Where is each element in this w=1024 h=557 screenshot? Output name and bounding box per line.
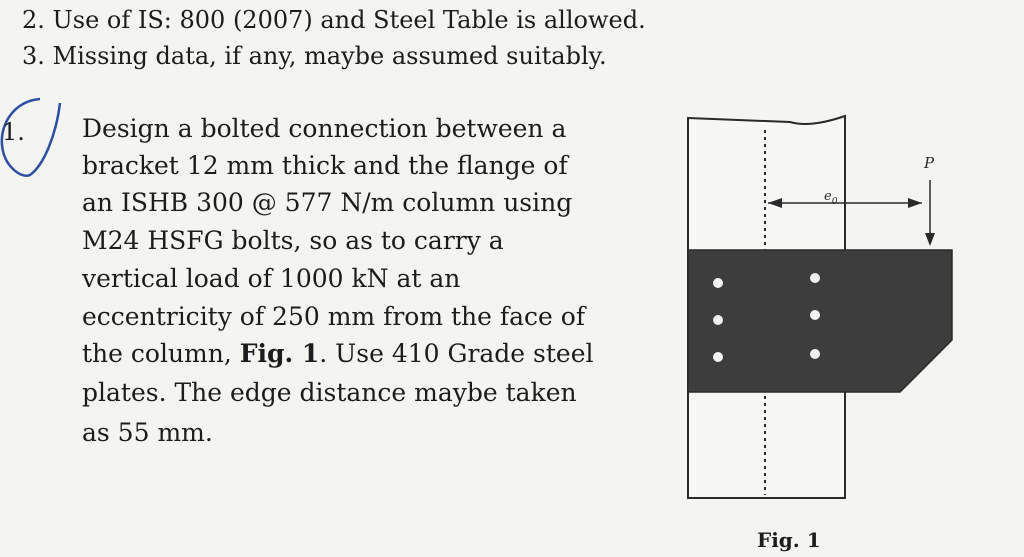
bolt [713,352,723,362]
question-line: vertical load of 1000 kN at an [82,264,461,293]
question-line-part: . Use 410 Grade steel [319,339,594,368]
question-line: Design a bolted connection between a [82,114,567,143]
bolt [713,278,723,288]
instruction-line-2: 2. Use of IS: 800 (2007) and Steel Table is allowed. [22,6,646,34]
ecc-subscript: 0 [831,197,838,207]
question-line: as 55 mm. [82,418,213,447]
bracket-plate [688,250,952,392]
bolt [810,349,820,359]
question-line-part: the column, [82,339,232,368]
question-line: M24 HSFG bolts, so as to carry a [82,226,504,255]
ecc-symbol: e [824,189,832,204]
question-line: eccentricity of 250 mm from the face of [82,302,586,331]
bolt [810,273,820,283]
question-line: plates. The edge distance maybe taken [82,378,577,407]
question-number: 1. [2,118,25,146]
instruction-line-3: 3. Missing data, if any, maybe assumed suitably. [22,42,607,70]
figure-caption: Fig. 1 [757,528,821,552]
question-line [82,341,594,366]
question-line: an ISHB 300 @ 577 N/m column using [82,188,573,217]
bolt [810,310,820,320]
bracket-figure [660,100,980,520]
load-label: P [924,154,935,172]
arrow-right [908,198,922,208]
load-arrowhead [925,233,935,246]
figure-reference: Fig. 1 [239,339,320,368]
question-line: bracket 12 mm thick and the flange of [82,151,568,180]
bolt [713,315,723,325]
